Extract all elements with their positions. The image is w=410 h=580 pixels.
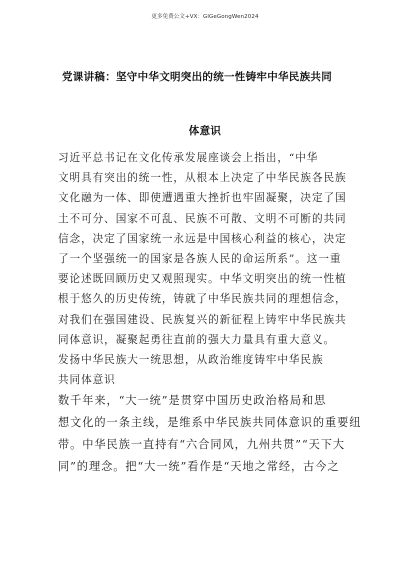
body-line: 土不可分、国家不可乱、民族不可散、文明不可断的共同 <box>58 212 347 225</box>
body-line: 根于悠久的历史传统，铸就了中华民族共同的理想信念， <box>58 293 347 306</box>
body-line: 文明具有突出的统一性，从根本上决定了中华民族各民族 <box>58 172 347 185</box>
body-line: 发扬中华民族大一统思想，从政治维度铸牢中华民族 <box>58 353 324 366</box>
body-line: 想文化的一条主线，是维系中华民族共同体意识的重要纽 <box>58 416 362 430</box>
body-line: 数千年来，“大一统”是贯穿中国历史政治格局和思 <box>58 394 327 408</box>
body-line: 同体意识，凝聚起勇往直前的强大力量具有重大意义。 <box>58 333 336 346</box>
body-line: 带。中华民族一直持有“六合同风，九州共贯”“天下大 <box>58 438 346 452</box>
body-line: 了一个坚强统一的国家是各族人民的命运所系”。这一重 <box>58 252 342 265</box>
body-line: 习近平总书记在文化传承发展座谈会上指出，“中华 <box>58 152 319 164</box>
document-body <box>58 148 362 478</box>
body-line: 对我们在强国建设、民族复兴的新征程上铸牢中华民族共 <box>58 313 347 326</box>
body-line: 同”的理念。把“大一统”看作是“天地之常经，古今之 <box>58 460 340 474</box>
header-note: 更多免费公文+VX：GlGeGongWen2024 <box>151 14 259 20</box>
body-line: 要论述既回顾历史又观照现实。中华文明突出的统一性植 <box>58 273 347 286</box>
body-line: 信念，决定了国家统一永远是中国核心利益的核心，决定 <box>58 232 347 245</box>
document-title-line-2: 体意识 <box>188 125 222 137</box>
body-line: 共同体意识 <box>58 374 116 387</box>
body-line: 文化融为一体、即使遭遇重大挫折也牢固凝聚，决定了国 <box>58 192 347 205</box>
document-title-line-1: 党课讲稿：坚守中华文明突出的统一性铸牢中华民族共同 <box>62 71 332 83</box>
